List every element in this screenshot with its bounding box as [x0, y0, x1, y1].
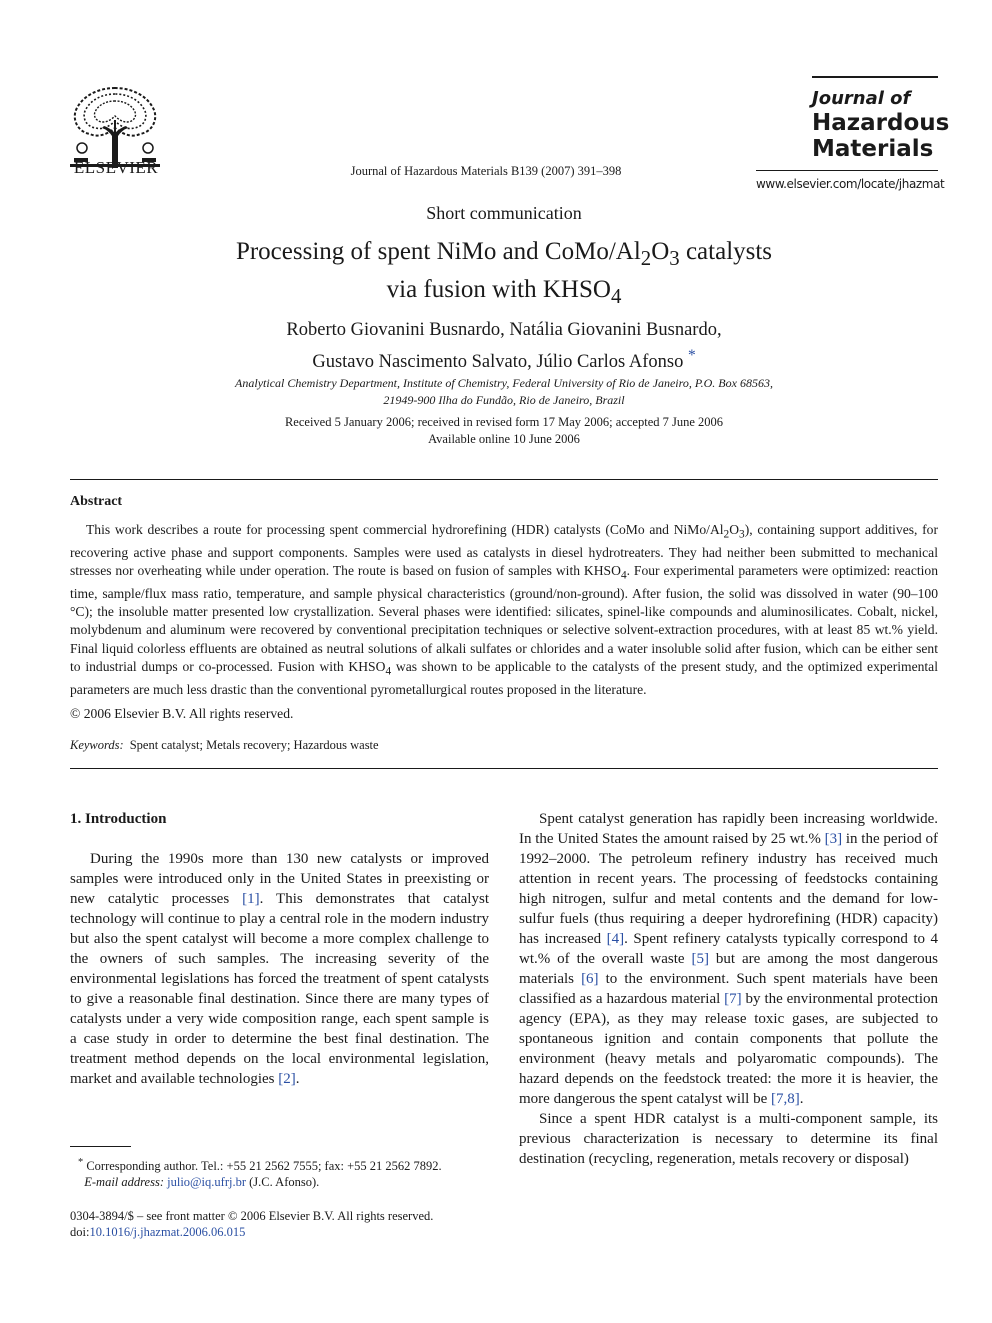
article-dates: Received 5 January 2006; received in revised form 17 May 2006; accepted 7 June 2006 Available online 10 June 2006 [284, 415, 724, 446]
body-top-rule [70, 768, 938, 769]
keywords-label: Keywords: [70, 738, 124, 752]
article-title: Processing of spent NiMo and CoMo/$Al_2O_3$ catalysts via fusion with $KHSO_4$ [235, 238, 773, 308]
intro-paragraph-1: During the 1990s more than 130 new catalysts or improved samples were introduced only in the United States in preexisting or new catalytic processes [1]. This demonstrates that catalyst technology will continue to play a central role in the modern industry but also the spent catalyst will become a more complex challenge to the owners of such samples. The increasing severity of the environmental legislations has forced the treatment of spent catalysts to give a reasonable final destination. Since there are many types of catalysts under a very wide composition range, each spent sample is a case study in order to determine the best final destination. The treatment method depends on the local environmental legislation, market and available technologies [2]. [70, 851, 489, 1087]
authors-line1: Roberto Giovanini Busnardo, Natália Giovanini Busnardo, [286, 320, 722, 340]
citation-link-1[interactable]: [1] [242, 891, 260, 907]
affiliation: Analytical Chemistry Department, Institute of Chemistry, Federal University of Rio de Janeiro, P.O. Box 68563, 21949-900 Ilha do Fundão, Rio de Janeiro, Brazil [235, 376, 773, 407]
right-column [519, 809, 938, 1169]
author-list [150, 317, 858, 375]
journal-url-link[interactable]: www.elsevier.com/locate/jhazmat [756, 177, 945, 191]
citation-link-2[interactable]: [2] [278, 1071, 296, 1087]
journal-logo-top-rule [812, 76, 938, 78]
doi-link[interactable]: 10.1016/j.jhazmat.2006.06.015 [89, 1225, 246, 1239]
keywords-list: Spent catalyst; Metals recovery; Hazardous waste [129, 738, 379, 752]
footnote-mark: * [78, 1157, 84, 1168]
journal-logo [812, 88, 950, 162]
publisher-name: ELSEVIER [73, 158, 159, 177]
abstract-top-rule [70, 479, 938, 480]
journal-logo-line3: Materials [812, 136, 934, 162]
front-matter: 0304-3894/$ – see front matter © 2006 Elsevier B.V. All rights reserved. doi:10.1016/j.jhazmat.2006.06.015 [70, 1209, 434, 1239]
front-matter-text: 0304-3894/$ – see front matter © 2006 Elsevier B.V. All rights reserved. [70, 1209, 434, 1223]
intro-paragraph-2: Spent catalyst generation has rapidly been increasing worldwide. In the United States the amount raised by 25 wt.% [3] in the period of 1992–2000. The petroleum refinery industry has received much attention in recent years. The processing of feedstocks containing high nitrogen, sulfur and metal contents and the demand for low-sulfur fuels (thus requiring a deeper hydrorefining (HDR) capacity) has increased [4]. Spent refinery catalysts typically correspond to 4 wt.% of the overall waste [5] but are among the most dangerous materials [6] to the environment. Such spent materials have been classified as a hazardous material [7] by the environmental protection agency (EPA), as they may release toxic gases, are subjected to spontaneous ignition and contain components that pollute the environment (heavy metals and polyaromatic compounds). The hazard depends on the feedstock treated: the more it is heavier, the more dangerous the spent catalyst will be [7,8]. [519, 811, 938, 1107]
citation-link-7[interactable]: [7] [724, 991, 742, 1007]
article-type: Short communication [426, 203, 582, 223]
journal-logo-bottom-rule [756, 170, 938, 171]
journal-citation: Journal of Hazardous Materials B139 (2007) 391–398 [350, 164, 622, 178]
corresponding-author-footnote: * Corresponding author. Tel.: +55 21 2562 7555; fax: +55 21 2562 7892. E-mail address: julio@iq.ufrj.br (J.C. Afonso). [78, 1157, 442, 1190]
intro-paragraph-3: Since a spent HDR catalyst is a multi-component sample, its previous characterization is necessary to determine its final destination (recycling, regeneration, metals recovery or disposal) [519, 1111, 938, 1167]
abstract-body: This work describes a route for processing spent commercial hydrorefining (HDR) catalysts (CoMo and NiMo/$Al_2O_3$), containing support additives, for recovering active phase and support components. Samples were used as catalysts in diesel hydrotreaters. They had neither been submitted to mechanical stresses nor overheating while under operation. The route is based on fusion of samples with $KHSO_4$. Four experimental parameters were optimized: reaction time, sample/flux mass ratio, temperature, and sample physical characteristics (ground/non-ground). After fusion, the solid was dissolved in water (90–100 °C); the insoluble matter presented low crystallization. Several phases were identified: silicates, spinel-like compounds and aluminosilicates. Cobalt, nickel, molybdenum and aluminum were recovered by conventional precipitation techniques or selective solvent-extraction procedures, with at least 85 wt.% yield. Final liquid colorless effluents are obtained as neutral solutions of alkali sulfates or chlorides and a water insoluble solid after fusion, which can be either sent to industrial dumps or co-processed. Fusion with $KHSO_4$ was shown to be applicable to the catalysts of the present study, and the optimized experimental parameters are much less drastic than the conventional pyrometallurgical routes proposed in the literature. [70, 522, 938, 697]
authors-line2: Gustavo Nascimento Salvato, Júlio Carlos Afonso [312, 352, 684, 373]
citation-link-7-8[interactable]: [7,8] [771, 1091, 800, 1107]
journal-logo-line1: Journal of [812, 88, 911, 109]
citation-link-4[interactable]: [4] [606, 931, 625, 947]
citation-link-3[interactable]: [3] [824, 831, 843, 847]
abstract-copyright: © 2006 Elsevier B.V. All rights reserved. [70, 706, 294, 721]
email-label: E-mail address: [84, 1175, 164, 1190]
keywords [70, 738, 379, 753]
journal-logo-line2: Hazardous [812, 110, 950, 136]
email-link[interactable]: julio@iq.ufrj.br [167, 1175, 246, 1190]
left-column [70, 809, 489, 1089]
citation-link-6[interactable]: [6] [581, 971, 599, 987]
corresponding-author-mark[interactable]: * [687, 347, 696, 364]
section-heading-introduction: 1. Introduction [70, 811, 167, 827]
citation-link-5[interactable]: [5] [691, 951, 709, 967]
footnote-rule [70, 1146, 131, 1147]
abstract-heading: Abstract [70, 494, 123, 509]
